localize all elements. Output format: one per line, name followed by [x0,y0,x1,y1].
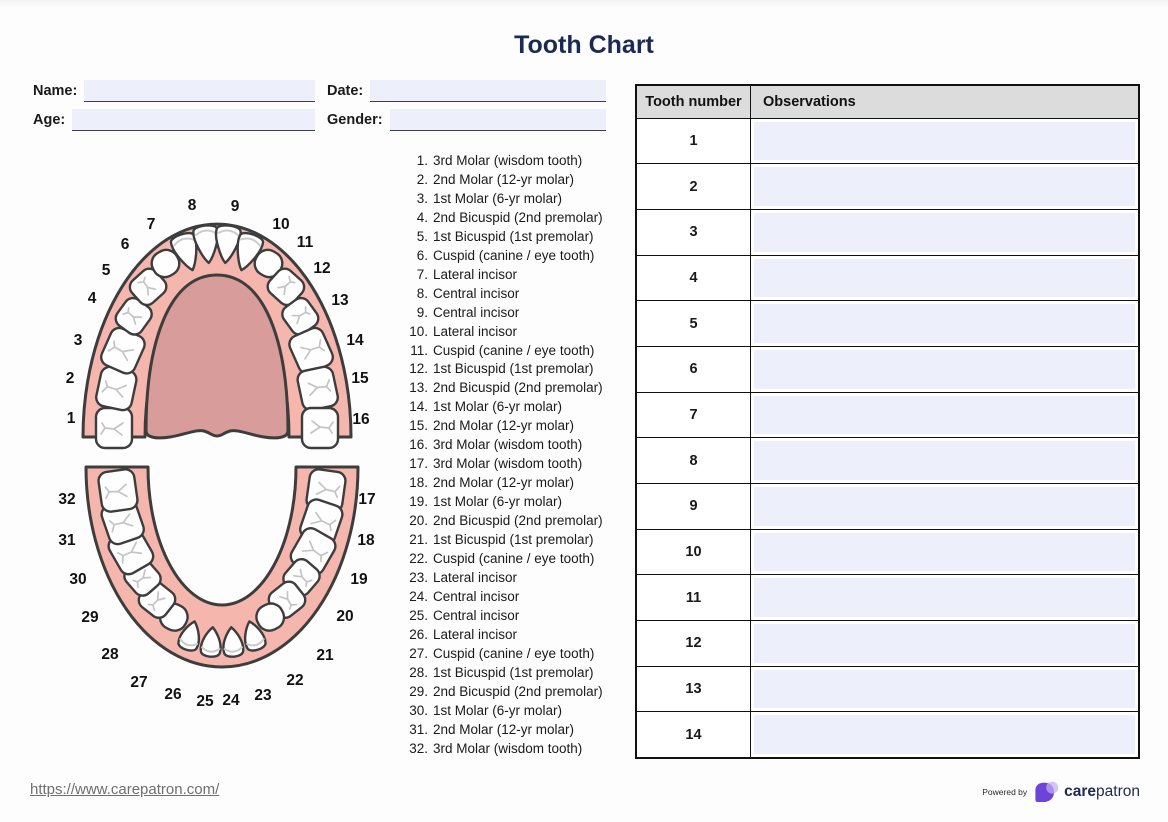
list-item-label: Cuspid (canine / eye tooth) [433,247,595,263]
list-item-label: 2nd Molar (12-yr molar) [433,171,575,187]
list-item [401,721,603,740]
tooth-number-label: 5 [101,262,111,279]
tooth-number-label: 2 [65,370,75,387]
list-item-label: 1st Bicuspid (1st premolar) [433,664,594,680]
list-item [401,588,603,607]
list-item-number: 17. [409,456,428,472]
tooth-number-label: 30 [69,571,87,588]
list-item [401,152,603,171]
list-item [401,360,603,379]
tooth-number-label: 23 [254,687,272,704]
observation-cell[interactable] [751,666,1140,712]
table-header-row [636,85,1139,118]
observation-cell[interactable] [751,712,1140,758]
list-item-number: 25. [409,607,428,623]
tooth-shape [302,408,338,448]
list-item-label: Cuspid (canine / eye tooth) [433,551,595,567]
observation-cell[interactable] [751,392,1140,438]
tooth-number-cell: 9 [636,484,751,530]
list-item-label: Central incisor [433,607,520,623]
list-item-label: 2nd Bicuspid (2nd premolar) [433,380,603,396]
list-item-label: Central incisor [433,285,520,301]
list-item [401,209,603,228]
list-item-number: 28. [409,664,428,680]
list-item-number: 23. [409,569,428,585]
list-item-number: 4. [416,209,428,225]
tooth-number-label: 18 [357,532,375,549]
list-item [401,645,603,664]
list-item [401,228,603,247]
list-item [401,304,603,323]
list-item-label: 3rd Molar (wisdom tooth) [433,153,583,168]
table-row [636,346,1139,392]
list-item [401,740,603,759]
tooth-shape [96,408,132,448]
list-item-number: 27. [409,645,428,661]
column-header-tooth-number: Tooth number [636,85,751,118]
tooth-number-label: 19 [350,571,368,588]
list-item-label: 1st Molar (6-yr molar) [433,399,563,415]
observation-cell[interactable] [751,301,1140,347]
observations-table [635,84,1140,759]
list-item [401,417,603,436]
tooth-number-cell: 7 [636,392,751,438]
list-item-number: 15. [409,418,428,434]
tooth-number-label: 15 [351,370,369,387]
list-item-number: 26. [409,626,428,642]
list-item [401,323,603,342]
list-item-number: 6. [416,247,428,263]
table-row [636,575,1139,621]
carepatron-url-link[interactable]: https://www.carepatron.com/ [30,781,220,798]
list-item-label: 3rd Molar (wisdom tooth) [433,437,583,453]
column-header-observations: Observations [751,85,1140,118]
gender-input[interactable] [390,109,606,131]
list-item [401,342,603,361]
page-title: Tooth Chart [514,31,654,59]
list-item-label: 2nd Molar (12-yr molar) [433,418,575,434]
powered-by-text: Powered by [982,787,1028,797]
table-row [636,438,1139,484]
list-item-number: 1. [416,153,428,168]
table-row [636,255,1139,301]
age-field-row [33,109,315,133]
name-field-row [33,80,315,104]
tooth-number-cell: 10 [636,529,751,575]
gender-label: Gender: [327,112,383,128]
list-item [401,474,603,493]
tooth-number-label: 6 [120,236,130,253]
tooth-number-label: 25 [196,693,214,710]
list-item [401,455,603,474]
list-item [401,171,603,190]
table-row [636,666,1139,712]
tooth-number-label: 4 [87,290,97,307]
powered-by-group [982,779,1140,805]
tooth-number-label: 12 [313,260,331,277]
tooth-number-cell: 8 [636,438,751,484]
list-item [401,398,603,417]
observation-cell[interactable] [751,164,1140,210]
date-input[interactable] [370,80,606,102]
tooth-number-label: 29 [81,609,99,626]
list-item [401,247,603,266]
tooth-number-cell: 4 [636,255,751,301]
list-item [401,569,603,588]
list-item-number: 14. [409,399,428,415]
tooth-number-label: 24 [222,692,240,709]
list-item-label: 1st Molar (6-yr molar) [433,190,563,206]
list-item-label: 1st Bicuspid (1st premolar) [433,361,594,377]
list-item-number: 31. [409,721,428,737]
tooth-number-label: 13 [331,292,349,309]
age-label: Age: [33,112,66,128]
table-row [636,301,1139,347]
list-item-label: 1st Bicuspid (1st premolar) [433,532,594,548]
tooth-number-label: 9 [230,198,240,215]
list-item-label: Cuspid (canine / eye tooth) [433,342,595,358]
tooth-number-label: 11 [296,234,314,251]
tooth-name-list [401,152,603,759]
date-label: Date: [327,83,364,99]
tooth-number-label: 14 [346,332,364,349]
tooth-number-label: 10 [272,216,290,233]
list-item-label: 2nd Molar (12-yr molar) [433,475,575,491]
tooth-number-cell: 12 [636,621,751,667]
teeth-illustration [40,195,390,717]
tooth-number-label: 27 [130,674,148,691]
tooth-number-cell: 5 [636,301,751,347]
tooth-number-label: 31 [58,532,76,549]
table-row [636,712,1139,758]
observation-cell[interactable] [751,346,1140,392]
list-item-number: 16. [409,437,428,453]
list-item-number: 5. [416,228,428,244]
list-item-number: 19. [409,494,428,510]
observation-cell[interactable] [751,438,1140,484]
tooth-number-cell: 2 [636,164,751,210]
tooth-number-cell: 6 [636,346,751,392]
name-label: Name: [33,83,78,99]
list-item [401,626,603,645]
list-item-number: 8. [416,285,428,301]
tooth-number-cell: 1 [636,118,751,164]
list-item-label: Cuspid (canine / eye tooth) [433,645,595,661]
list-item-label: Central incisor [433,588,520,604]
list-item [401,436,603,455]
list-item-label: Central incisor [433,304,520,320]
list-item [401,512,603,531]
list-item [401,285,603,304]
observation-cell[interactable] [751,529,1140,575]
tooth-number-cell: 3 [636,209,751,255]
tooth-number-label: 8 [187,197,197,214]
table-row [636,621,1139,667]
carepatron-wordmark: carepatron [1064,783,1140,800]
observation-cell[interactable] [751,621,1140,667]
carepatron-logo-icon [1033,779,1060,806]
list-item-number: 7. [416,266,428,282]
list-item-label: 2nd Molar (12-yr molar) [433,721,575,737]
tooth-shape [97,468,138,513]
observation-cell[interactable] [751,255,1140,301]
tooth-number-label: 26 [164,686,182,703]
list-item-number: 32. [409,740,428,756]
tooth-number-label: 22 [286,672,304,689]
list-item-label: 2nd Bicuspid (2nd premolar) [433,513,603,529]
list-item [401,683,603,702]
table-row [636,118,1139,164]
list-item-label: Lateral incisor [433,323,518,339]
table-row [636,484,1139,530]
list-item [401,190,603,209]
list-item-label: Lateral incisor [433,626,518,642]
list-item-number: 22. [409,551,428,567]
list-item [401,702,603,721]
tooth-number-label: 32 [58,491,76,508]
list-item-label: 3rd Molar (wisdom tooth) [433,740,583,756]
list-item-number: 3. [416,190,428,206]
list-item-number: 29. [409,683,428,699]
tooth-number-cell: 14 [636,712,751,758]
list-item-number: 9. [416,304,428,320]
name-input[interactable] [84,80,315,102]
list-item-label: 2nd Bicuspid (2nd premolar) [433,683,603,699]
list-item-label: 1st Molar (6-yr molar) [433,702,563,718]
observation-cell[interactable] [751,484,1140,530]
table-row [636,529,1139,575]
list-item [401,266,603,285]
observation-cell[interactable] [751,575,1140,621]
list-item-number: 21. [409,532,428,548]
list-item [401,493,603,512]
list-item [401,664,603,683]
tooth-number-label: 28 [101,646,119,663]
list-item-number: 13. [409,380,428,396]
list-item-label: Lateral incisor [433,266,518,282]
date-field-row [327,80,606,104]
list-item-number: 12. [409,361,428,377]
tooth-number-label: 3 [73,332,83,349]
tooth-number-label: 17 [358,491,376,508]
tooth-number-label: 20 [336,608,354,625]
page-top-edge [0,0,1168,8]
list-item-number: 11. [410,342,428,358]
tooth-number-label: 1 [66,410,76,427]
gender-field-row [327,109,606,133]
list-item-label: Lateral incisor [433,569,518,585]
list-item-number: 18. [409,475,428,491]
tooth-shape [296,365,340,412]
list-item-number: 30. [409,702,428,718]
observation-cell[interactable] [751,118,1140,164]
table-row [636,164,1139,210]
tooth-number-label: 21 [316,647,334,664]
list-item-label: 2nd Bicuspid (2nd premolar) [433,209,603,225]
list-item-number: 10. [409,323,428,339]
table-row [636,392,1139,438]
tooth-number-cell: 11 [636,575,751,621]
dental-arches-diagram [40,195,390,717]
tooth-number-label: 7 [146,216,156,233]
list-item [401,379,603,398]
list-item [401,531,603,550]
list-item-label: 1st Bicuspid (1st premolar) [433,228,594,244]
list-item-number: 24. [409,588,428,604]
list-item-label: 1st Molar (6-yr molar) [433,494,563,510]
list-item [401,550,603,569]
list-item [401,607,603,626]
observation-cell[interactable] [751,209,1140,255]
list-item-number: 2. [416,171,428,187]
age-input[interactable] [72,109,315,131]
tooth-number-label: 16 [352,411,370,428]
list-item-number: 20. [409,513,428,529]
list-item-label: 3rd Molar (wisdom tooth) [433,456,583,472]
table-row [636,209,1139,255]
tooth-number-cell: 13 [636,666,751,712]
